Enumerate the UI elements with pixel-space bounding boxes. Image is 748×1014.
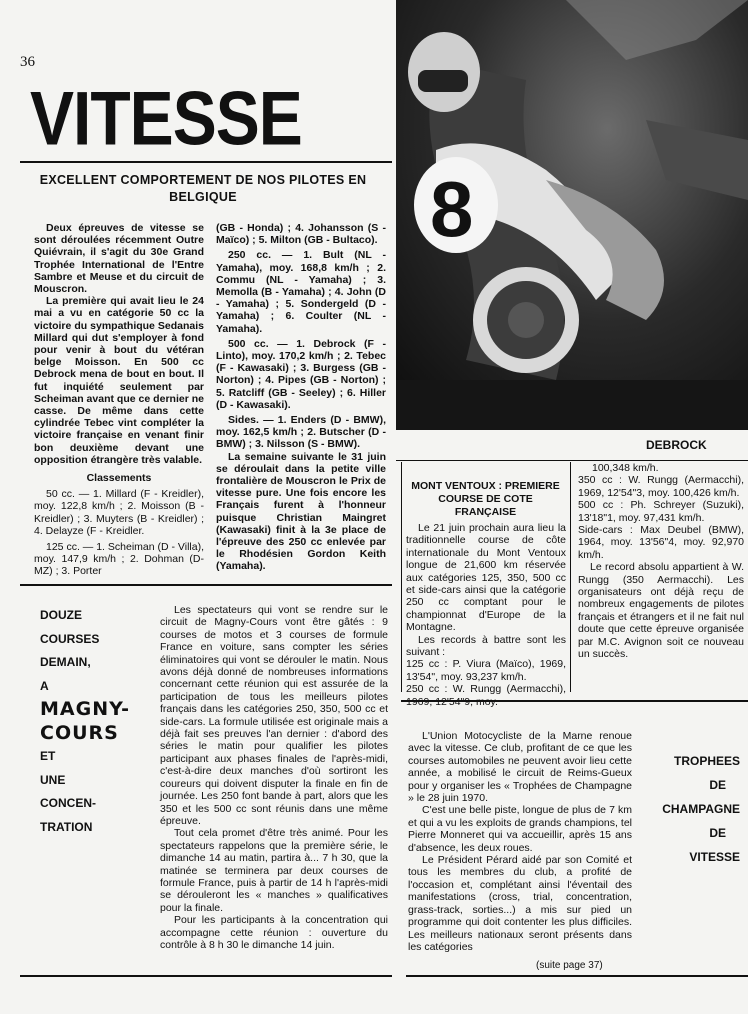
- title-rule: [20, 161, 392, 163]
- page-number: 36: [20, 54, 35, 70]
- magny-heading-line: ET: [40, 749, 56, 763]
- ventoux-record-250-cont: 100,348 km/h.: [592, 462, 659, 474]
- ventoux-paragraph3: Le record absolu appartient à W. Rungg (350 Aermacchi). Les organisateurs ont déjà reçu de nombreux engagements de pilotes français et étrangers et il ne fait nul doute que cette épreuve organisée par M.C. Avignon soit ce nouveau un succès.: [578, 561, 744, 661]
- motorcycle-racer-image: [396, 0, 748, 430]
- magny-heading-line: UNE: [40, 772, 66, 787]
- result-sides: Sides. — 1. Enders (D - BMW), moy. 162,5 km/h ; 2. Butscher (D - BMW) ; 3. Nilsson (S - BMW).: [216, 414, 386, 451]
- article1-final: La semaine suivante le 31 juin se déroulait dans la petite ville frontalière de Mouscron le Prix de vitesse pure. Une fois encore les Français furent à l'honneur puisque Christian Maingret (Kawasaki) finit à la 3e place de l'épreuve des 250 cc enlevée par le Rhodésien Gordon Keith (Yamaha).: [216, 450, 386, 573]
- reims-paragraph3: Le Président Pérard aidé par son Comité et tous les membres du club, a profité de l'occasion et, complétant ainsi l'éventail des manifestations (cross, trial, concentration, grass-track, sorties...) a mis sur pied un programme qui doit contenter les plus difficiles. Les meilleurs nationaux seront présents dans les catégories: [408, 854, 632, 953]
- reims-heading-line: DE: [709, 778, 726, 792]
- ventoux-column1: [406, 522, 566, 708]
- article1-paragraph: La première qui avait lieu le 24 mai a vu en catégorie 50 cc la victoire du sympathique Sedanais Millard qui dut s'employer à fond pour venir à bout du vétéran belge Moisson. En 500 cc Debrock mena de bout en bout. Il fut inquiété seulement par Scheiman avant que ce dernier ne casse. De même dans cette cylindrée Tebec vint compléter la victoire française en venant finir bon deuxième devant une opposition étrangère très valable.: [34, 295, 204, 466]
- magny-heading-line: A: [40, 678, 49, 693]
- ventoux-mid-rule: [570, 462, 571, 692]
- ventoux-paragraph2: Les records à battre sont les suivant :: [406, 633, 566, 659]
- ventoux-paragraph1: Le 21 juin prochain aura lieu la traditionnelle course de côte internationale du Mont Ventoux longue de 21,600 km réservée aux catégories 125, 350, 500 cc et side-cars ainsi que la catégorie 250 cc comptant pour le championnat d'Europe de la Montagne.: [406, 522, 566, 634]
- ventoux-record-500: 500 cc : Ph. Schreyer (Suzuki), 13'18"1, moy. 97,431 km/h.: [578, 499, 744, 524]
- result-500cc: 500 cc. — 1. Debrock (F - Linto), moy. 170,2 km/h ; 2. Tebec (F - Kawasaki) ; 3. Burgess (GB - Norton) ; 4. Pipes (GB - Norton) ; 5. Ratcliff (GB - Seeley) ; 6. Hiller (D - Kawasaki).: [216, 337, 386, 411]
- section-rule: [20, 584, 392, 586]
- reims-heading-line: TROPHEES: [673, 754, 740, 768]
- magny-heading-line: TRATION: [40, 819, 93, 834]
- continued-note: (suite page 37): [536, 960, 603, 971]
- reims-paragraph2: C'est une belle piste, longue de plus de 7 km et qui a vu les exploits de grands champions, tel Pierre Monneret qui va accueillir, après 15 ans d'absence, les deux roues.: [408, 804, 632, 854]
- svg-text:8: 8: [430, 165, 474, 253]
- magny-paragraph2: Tout cela promet d'être très animé. Pour les spectateurs rappelons que la première série, le dimanche 14 au matin, partira à... 7 h 30, que la matinée se terminera par deux courses de formule France, puis à partir de 14 h l'après-midi se dérouleront les « manches » qualificatives pour la finale.: [160, 827, 388, 914]
- reims-side-heading: [640, 749, 740, 869]
- article1-column1: [34, 222, 204, 578]
- result-250cc: 250 cc. — 1. Bult (NL - Yamaha), moy. 168,8 km/h ; 2. Commu (NL - Yamaha) ; 3. Memolla (B - Yamaha) ; 4. John (D - Yamaha) ; 5. Sondergeld (D - Yamaha) ; 6. Coulter (NL - Yamaha).: [216, 249, 386, 335]
- magny-side-heading: [40, 604, 150, 839]
- ventoux-heading: MONT VENTOUX : PREMIERE COURSE DE COTE FRANÇAISE: [411, 480, 560, 518]
- ventoux-record-sidecars: Side-cars : Max Deubel (BMW), 1964, moy. 13'56"4, moy. 92,970 km/h.: [578, 524, 744, 561]
- reims-bottom-rule: [406, 975, 748, 977]
- result-125cc-cont: (GB - Honda) ; 4. Johansson (S - Maïco) ; 5. Milton (GB - Bultaco).: [216, 222, 386, 247]
- ventoux-record-250: 250 cc : W. Rungg (Aermacchi), 1969, 12'54"9, moy.: [406, 683, 566, 708]
- reims-heading-line: CHAMPAGNE: [662, 802, 740, 816]
- magny-heading-line: COURS: [40, 721, 119, 744]
- magny-heading-line: CONCEN-: [40, 796, 96, 810]
- ventoux-record-350: 350 cc : W. Rungg (Aermacchi), 1969, 12'54"3, moy. 100,426 km/h.: [578, 474, 744, 499]
- article-headline: EXCELLENT COMPORTEMENT DE NOS PILOTES EN BELGIQUE: [39, 173, 367, 204]
- magny-heading-line: COURSES: [40, 631, 100, 646]
- result-50cc: 50 cc. — 1. Millard (F - Kreidler), moy. 122,8 km/h ; 2. Moisson (B - Kreidler) ; 3. Muyters (B - Kreidler) ; 4. Delayze (F - Kreidler.: [34, 488, 204, 537]
- debrock-photo: [396, 0, 748, 430]
- article1-column2: [216, 222, 386, 573]
- ventoux-top-rule: [396, 460, 748, 461]
- magny-bottom-rule: [20, 975, 392, 977]
- reims-heading-line: DE: [709, 826, 726, 840]
- ventoux-column2: [578, 462, 744, 661]
- ventoux-left-rule: [401, 462, 402, 692]
- page-title: VITESSE: [30, 75, 302, 161]
- reims-heading-line: VITESSE: [689, 850, 740, 864]
- classements-heading: Classements: [86, 472, 152, 485]
- magny-paragraph3: Pour les participants à la concentration qui accompagne cette réunion : ouverture du contrôle à 8 h 30 le dimanche 14 juin.: [160, 914, 388, 951]
- magny-heading-line: MAGNY-: [40, 698, 130, 720]
- article1-intro: Deux épreuves de vitesse se sont déroulées récemment Outre Quiévrain, il s'agit du 30e Grand Trophée International de l'Entre Sambre et Meuse et du circuit de Mouscron.: [34, 222, 204, 296]
- photo-caption: DEBROCK: [646, 438, 707, 452]
- magny-paragraph1: Les spectateurs qui vont se rendre sur le circuit de Magny-Cours vont être gâtés : 9 courses de motos et 3 courses de formule France en voiture, sans compter les séries éliminatoires qui vont se dérouler le matin. Nous avons déjà donné de nombreuses informations concernant cette réunion qui est assurée de la participation de tous les meilleurs pilotes français dans les catégories 250, 350, 500 cc et side-cars. La formule utilisée est originale mais a déjà fait ses preuves l'an dernier : d'abord des séries le matin pour qualifier les pilotes participant aux phases finales de l'après-midi, c'est-à-dire deux manches d'où sortiront les coureurs qui doivent disputer la finale en fin de journée. Les 250 font bande à part, alors que les 350 et les 500 cc sont réunis dans une même épreuve.: [160, 604, 388, 827]
- result-125cc: 125 cc. — 1. Scheiman (D - Villa), moy. 147,9 km/h ; 2. Dohman (D- MZ) ; 3. Porter: [34, 541, 204, 578]
- magny-heading-line: DEMAIN,: [40, 655, 91, 669]
- ventoux-record-125: 125 cc : P. Viura (Maïco), 1969, 13'54", moy. 93,237 km/h.: [406, 658, 566, 683]
- reims-article: [408, 730, 632, 953]
- magny-article: [160, 604, 388, 951]
- magny-heading-line: DOUZE: [40, 608, 82, 622]
- reims-paragraph1: L'Union Motocycliste de la Marne renoue avec la vitesse. Ce club, profitant de ce que les courses automobiles ne peuvent avoir lieu cette année, a mobilisé le circuit de Reims-Gueux pour y organiser les « Trophées de Champagne » le 28 juin 1970.: [408, 730, 632, 805]
